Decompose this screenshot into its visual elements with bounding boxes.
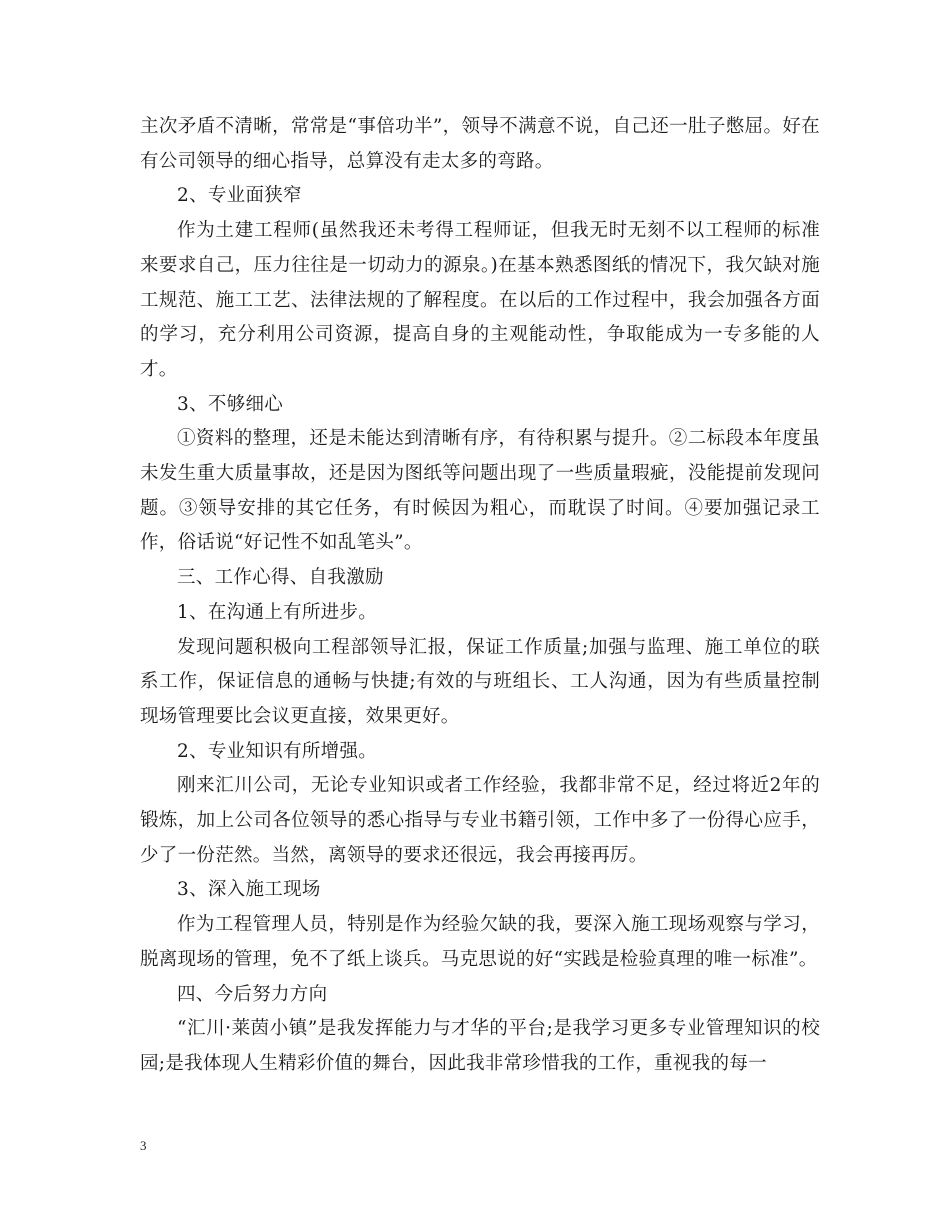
section-heading: 3、不够细心: [177, 393, 284, 415]
paragraph: 主次矛盾不清晰，常常是“事倍功半”，领导不满意不说，自己还一肚子憋屈。好在有公司领导的细心指导，总算没有走太多的弯路。: [140, 116, 820, 172]
paragraph: 作为土建工程师(虽然我还未考得工程师证，但我无时无刻不以工程师的标准来要求自己，压力往往是一切动力的源泉。)在基本熟悉图纸的情况下，我欠缺对施工规范、施工工艺、法律法规的了解程度。在以后的工作过程中，我会加强各方面的学习，充分利用公司资源，提高自身的主观能动性，争取能成为一专多能的人才。: [140, 220, 820, 380]
page-number: 3: [140, 1138, 147, 1153]
section-heading: 3、深入施工现场: [177, 879, 321, 901]
section-heading: 2、专业面狭窄: [177, 185, 302, 207]
paragraph: ①资料的整理，还是未能达到清晰有序，有待积累与提升。②二标段本年度虽未发生重大质量事故，还是因为图纸等问题出现了一些质量瑕疵，没能提前发现问题。③领导安排的其它任务，有时候因为粗心，而耽误了时间。④要加强记录工作，俗话说“好记性不如乱笔头”。: [140, 428, 820, 554]
section-heading: 三、工作心得、自我激励: [177, 567, 384, 589]
paragraph: “汇川·莱茵小镇”是我发挥能力与才华的平台;是我学习更多专业管理知识的校园;是我体现人生精彩价值的舞台，因此我非常珍惜我的工作，重视我的每一: [140, 1018, 820, 1074]
paragraph: 作为工程管理人员，特别是作为经验欠缺的我，要深入施工现场观察与学习，脱离现场的管理，免不了纸上谈兵。马克思说的好“实践是检验真理的唯一标准”。: [140, 914, 820, 970]
section-heading: 2、专业知识有所增强。: [177, 740, 378, 762]
document-body: [140, 110, 820, 1082]
section-heading: 1、在沟通上有所进步。: [177, 601, 378, 623]
paragraph: 刚来汇川公司，无论专业知识或者工作经验，我都非常不足，经过将近2年的锻炼，加上公司各位领导的悉心指导与专业书籍引领，工作中多了一份得心应手，少了一份茫然。当然，离领导的要求还很远，我会再接再厉。: [140, 775, 820, 866]
paragraph: 发现问题积极向工程部领导汇报，保证工作质量;加强与监理、施工单位的联系工作，保证信息的通畅与快捷;有效的与班组长、工人沟通，因为有些质量控制现场管理要比会议更直接，效果更好。: [140, 636, 820, 727]
section-heading: 四、今后努力方向: [177, 983, 328, 1005]
